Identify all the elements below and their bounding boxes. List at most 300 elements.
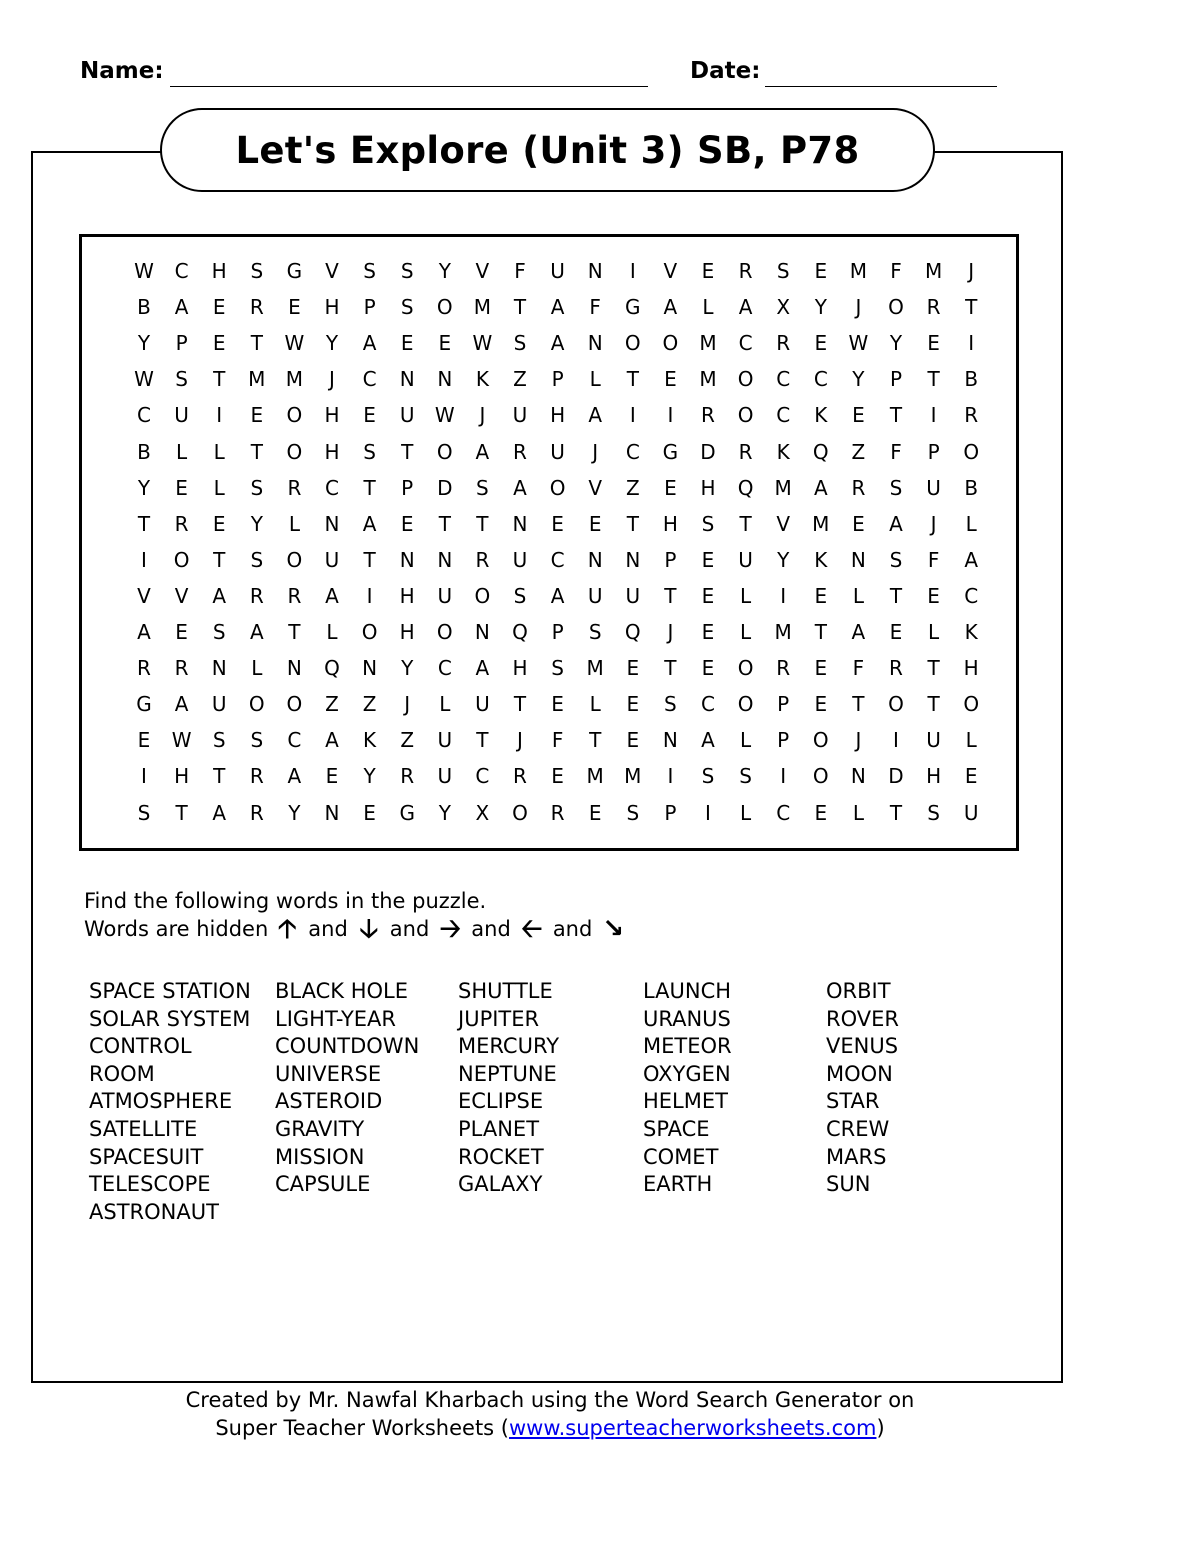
grid-letter[interactable]: S — [250, 259, 264, 283]
grid-letter[interactable]: S — [513, 331, 527, 356]
grid-letter[interactable]: A — [588, 403, 603, 428]
grid-letter[interactable]: E — [814, 259, 828, 283]
grid-letter[interactable]: U — [550, 259, 565, 283]
name-line[interactable] — [170, 86, 648, 87]
grid-letter[interactable]: O — [737, 403, 754, 428]
grid-letter[interactable]: T — [814, 620, 827, 644]
grid-letter[interactable]: I — [141, 547, 147, 572]
grid-letter[interactable]: R — [776, 656, 791, 681]
grid-letter[interactable]: S — [588, 620, 602, 644]
grid-letter[interactable]: A — [550, 331, 565, 356]
grid-letter[interactable]: H — [211, 259, 227, 283]
grid-letter[interactable]: U — [475, 692, 490, 717]
grid-letter[interactable]: T — [965, 295, 978, 320]
grid-letter[interactable]: C — [738, 331, 753, 356]
grid-letter[interactable]: X — [475, 800, 490, 825]
grid-letter[interactable]: T — [927, 367, 940, 392]
grid-letter[interactable]: Z — [513, 367, 527, 392]
grid-letter[interactable]: I — [216, 403, 223, 428]
grid-letter[interactable]: G — [625, 295, 641, 320]
grid-letter[interactable]: Y — [137, 331, 151, 356]
grid-letter[interactable]: O — [436, 295, 453, 320]
grid-letter[interactable]: L — [740, 728, 752, 753]
grid-letter[interactable]: Y — [288, 800, 301, 825]
grid-letter[interactable]: L — [928, 620, 940, 644]
grid-letter[interactable]: U — [926, 728, 941, 753]
grid-letter[interactable]: E — [250, 403, 264, 428]
grid-letter[interactable]: R — [851, 475, 866, 500]
grid-letter[interactable]: L — [288, 511, 300, 536]
grid-letter[interactable]: O — [286, 547, 303, 572]
grid-letter[interactable]: E — [175, 620, 188, 644]
grid-letter[interactable]: T — [626, 367, 639, 392]
grid-letter[interactable]: C — [174, 259, 189, 283]
grid-letter[interactable]: L — [589, 692, 601, 717]
grid-letter[interactable]: S — [626, 800, 640, 825]
grid-letter[interactable]: A — [851, 620, 866, 644]
grid-letter[interactable]: Y — [250, 511, 263, 536]
grid-letter[interactable]: V — [588, 475, 603, 500]
grid-letter[interactable]: T — [363, 475, 376, 500]
grid-letter[interactable]: J — [404, 692, 411, 717]
grid-letter[interactable]: A — [964, 547, 979, 572]
grid-letter[interactable]: Y — [814, 295, 827, 320]
grid-letter[interactable]: S — [739, 764, 752, 789]
grid-letter[interactable]: B — [964, 367, 979, 392]
grid-letter[interactable]: M — [699, 367, 717, 392]
grid-letter[interactable]: Y — [363, 764, 376, 789]
grid-letter[interactable]: N — [850, 547, 866, 572]
grid-letter[interactable]: H — [174, 764, 190, 789]
grid-letter[interactable]: V — [137, 583, 151, 608]
grid-letter[interactable]: O — [624, 331, 641, 356]
grid-letter[interactable]: P — [664, 800, 677, 825]
grid-letter[interactable]: H — [324, 295, 340, 320]
grid-letter[interactable]: E — [852, 511, 865, 536]
grid-letter[interactable]: T — [213, 367, 226, 392]
grid-letter[interactable]: S — [889, 547, 903, 572]
grid-letter[interactable]: C — [550, 547, 565, 572]
grid-letter[interactable]: T — [401, 439, 414, 464]
grid-letter[interactable]: E — [626, 728, 640, 753]
grid-letter[interactable]: H — [512, 656, 528, 681]
grid-letter[interactable]: K — [814, 547, 828, 572]
grid-letter[interactable]: E — [363, 403, 376, 428]
grid-letter[interactable]: I — [667, 764, 674, 789]
grid-letter[interactable]: S — [400, 295, 414, 320]
grid-letter[interactable]: T — [739, 511, 752, 536]
grid-letter[interactable]: N — [324, 800, 340, 825]
grid-letter[interactable]: M — [812, 511, 830, 536]
grid-letter[interactable]: Z — [625, 475, 640, 500]
grid-letter[interactable]: E — [814, 800, 828, 825]
grid-letter[interactable]: O — [286, 403, 303, 428]
grid-letter[interactable]: U — [512, 403, 528, 428]
grid-letter[interactable]: O — [248, 692, 265, 717]
grid-letter[interactable]: N — [512, 511, 528, 536]
grid-letter[interactable]: P — [551, 620, 564, 644]
grid-letter[interactable]: O — [812, 728, 829, 753]
grid-letter[interactable]: L — [176, 439, 188, 464]
grid-letter[interactable]: A — [137, 620, 151, 644]
grid-letter[interactable]: S — [513, 583, 527, 608]
grid-letter[interactable]: M — [849, 259, 868, 283]
grid-letter[interactable]: R — [550, 800, 565, 825]
grid-letter[interactable]: I — [629, 259, 636, 283]
grid-letter[interactable]: N — [286, 656, 302, 681]
grid-letter[interactable]: R — [738, 259, 753, 283]
grid-letter[interactable]: E — [175, 475, 188, 500]
grid-letter[interactable]: E — [814, 656, 828, 681]
grid-letter[interactable]: T — [889, 800, 903, 825]
grid-letter[interactable]: K — [776, 439, 790, 464]
grid-letter[interactable]: A — [889, 511, 903, 536]
grid-letter[interactable]: B — [964, 475, 979, 500]
grid-letter[interactable]: V — [174, 583, 189, 608]
grid-letter[interactable]: E — [852, 403, 865, 428]
grid-letter[interactable]: T — [250, 439, 263, 464]
grid-letter[interactable]: P — [927, 439, 940, 464]
grid-letter[interactable]: A — [663, 295, 678, 320]
grid-letter[interactable]: T — [476, 728, 489, 753]
grid-letter[interactable]: T — [513, 692, 527, 717]
grid-letter[interactable]: R — [249, 583, 264, 608]
grid-letter[interactable]: L — [702, 295, 714, 320]
grid-letter[interactable]: A — [550, 295, 565, 320]
grid-letter[interactable]: U — [437, 728, 453, 753]
grid-letter[interactable]: R — [964, 403, 979, 428]
grid-letter[interactable]: R — [776, 331, 791, 356]
grid-letter[interactable]: I — [893, 728, 899, 753]
grid-letter[interactable]: E — [701, 547, 715, 572]
grid-letter[interactable]: Q — [737, 475, 754, 500]
grid-letter[interactable]: S — [701, 764, 715, 789]
grid-letter[interactable]: E — [551, 511, 564, 536]
grid-letter[interactable]: L — [965, 511, 977, 536]
grid-letter[interactable]: D — [888, 764, 904, 789]
grid-letter[interactable]: O — [173, 547, 190, 572]
grid-letter[interactable]: L — [439, 692, 451, 717]
grid-letter[interactable]: E — [664, 367, 677, 392]
grid-letter[interactable]: F — [551, 728, 564, 753]
grid-letter[interactable]: C — [701, 692, 715, 717]
grid-letter[interactable]: T — [137, 511, 151, 536]
grid-letter[interactable]: A — [550, 583, 565, 608]
grid-letter[interactable]: L — [213, 439, 225, 464]
grid-letter[interactable]: E — [400, 511, 414, 536]
grid-letter[interactable]: M — [586, 656, 604, 681]
grid-letter[interactable]: Y — [777, 547, 790, 572]
grid-letter[interactable]: H — [926, 764, 942, 789]
grid-letter[interactable]: R — [249, 800, 264, 825]
grid-letter[interactable]: K — [814, 403, 828, 428]
grid-letter[interactable]: C — [137, 403, 151, 428]
grid-letter[interactable]: Y — [137, 475, 151, 500]
grid-letter[interactable]: W — [472, 331, 493, 356]
grid-letter[interactable]: T — [213, 547, 226, 572]
grid-letter[interactable]: L — [965, 728, 977, 753]
grid-letter[interactable]: A — [174, 692, 189, 717]
grid-letter[interactable]: S — [400, 259, 414, 283]
grid-letter[interactable]: P — [777, 728, 790, 753]
grid-letter[interactable]: K — [964, 620, 978, 644]
grid-letter[interactable]: U — [399, 403, 415, 428]
grid-letter[interactable]: E — [325, 764, 339, 789]
grid-letter[interactable]: B — [137, 439, 151, 464]
grid-letter[interactable]: W — [284, 331, 305, 356]
grid-letter[interactable]: M — [586, 764, 604, 789]
grid-letter[interactable]: S — [250, 728, 264, 753]
grid-letter[interactable]: J — [329, 367, 335, 392]
grid-letter[interactable]: A — [212, 800, 227, 825]
grid-letter[interactable]: P — [889, 367, 903, 392]
grid-letter[interactable]: N — [850, 764, 866, 789]
grid-letter[interactable]: T — [363, 547, 376, 572]
grid-letter[interactable]: E — [701, 259, 715, 283]
grid-letter[interactable]: U — [324, 547, 340, 572]
grid-letter[interactable]: E — [288, 295, 301, 320]
grid-letter[interactable]: K — [475, 367, 489, 392]
grid-letter[interactable]: S — [175, 367, 188, 392]
grid-letter[interactable]: U — [437, 583, 453, 608]
grid-letter[interactable]: M — [774, 475, 792, 500]
grid-letter[interactable]: S — [551, 656, 564, 681]
grid-letter[interactable]: A — [287, 764, 302, 789]
grid-letter[interactable]: S — [776, 259, 790, 283]
grid-letter[interactable]: U — [587, 583, 603, 608]
date-line[interactable] — [765, 86, 997, 87]
grid-letter[interactable]: P — [777, 692, 790, 717]
grid-letter[interactable]: U — [926, 475, 941, 500]
grid-letter[interactable]: T — [175, 800, 188, 825]
grid-letter[interactable]: T — [664, 656, 677, 681]
grid-letter[interactable]: O — [963, 692, 980, 717]
grid-letter[interactable]: I — [667, 403, 674, 428]
grid-letter[interactable]: E — [212, 331, 226, 356]
grid-letter[interactable]: Z — [362, 692, 377, 717]
grid-letter[interactable]: C — [813, 367, 828, 392]
grid-letter[interactable]: L — [740, 583, 752, 608]
grid-letter[interactable]: J — [930, 511, 937, 536]
grid-letter[interactable]: A — [701, 728, 715, 753]
grid-letter[interactable]: E — [964, 764, 978, 789]
grid-letter[interactable]: E — [927, 583, 940, 608]
grid-letter[interactable]: V — [475, 259, 490, 283]
grid-letter[interactable]: R — [249, 764, 264, 789]
grid-letter[interactable]: N — [625, 547, 641, 572]
grid-letter[interactable]: J — [592, 439, 599, 464]
grid-letter[interactable]: E — [400, 331, 414, 356]
grid-letter[interactable]: Y — [889, 331, 903, 356]
grid-letter[interactable]: O — [737, 367, 754, 392]
grid-letter[interactable]: C — [964, 583, 979, 608]
grid-letter[interactable]: U — [174, 403, 189, 428]
grid-letter[interactable]: M — [924, 259, 943, 283]
grid-letter[interactable]: N — [437, 367, 453, 392]
grid-letter[interactable]: W — [134, 367, 154, 392]
grid-letter[interactable]: J — [855, 295, 862, 320]
grid-letter[interactable]: S — [701, 511, 715, 536]
grid-letter[interactable]: I — [780, 764, 787, 789]
grid-letter[interactable]: E — [701, 620, 715, 644]
grid-letter[interactable]: W — [434, 403, 455, 428]
grid-letter[interactable]: J — [667, 620, 674, 644]
grid-letter[interactable]: A — [362, 331, 377, 356]
grid-letter[interactable]: S — [889, 475, 903, 500]
grid-letter[interactable]: U — [738, 547, 753, 572]
grid-letter[interactable]: A — [738, 295, 753, 320]
grid-letter[interactable]: O — [512, 800, 528, 825]
grid-letter[interactable]: E — [212, 511, 226, 536]
grid-letter[interactable]: E — [137, 728, 151, 753]
grid-letter[interactable]: E — [626, 692, 640, 717]
grid-letter[interactable]: N — [399, 547, 415, 572]
grid-letter[interactable]: O — [812, 764, 829, 789]
grid-letter[interactable]: P — [363, 295, 376, 320]
grid-letter[interactable]: R — [889, 656, 903, 681]
grid-letter[interactable]: E — [814, 692, 828, 717]
grid-letter[interactable]: R — [701, 403, 715, 428]
grid-letter[interactable]: S — [363, 439, 376, 464]
grid-letter[interactable]: T — [476, 511, 489, 536]
grid-letter[interactable]: N — [324, 511, 340, 536]
grid-letter[interactable]: T — [213, 764, 226, 789]
grid-letter[interactable]: N — [662, 728, 678, 753]
grid-letter[interactable]: C — [776, 800, 791, 825]
grid-letter[interactable]: T — [852, 692, 865, 717]
grid-letter[interactable]: N — [362, 656, 378, 681]
grid-letter[interactable]: U — [512, 547, 528, 572]
grid-letter[interactable]: O — [963, 439, 980, 464]
grid-letter[interactable]: H — [963, 656, 979, 681]
grid-letter[interactable]: E — [626, 656, 640, 681]
grid-letter[interactable]: O — [474, 583, 491, 608]
grid-letter[interactable]: I — [629, 403, 636, 428]
grid-letter[interactable]: J — [968, 259, 975, 283]
grid-letter[interactable]: R — [475, 547, 490, 572]
grid-letter[interactable]: T — [626, 511, 639, 536]
grid-letter[interactable]: O — [436, 620, 453, 644]
grid-letter[interactable]: T — [589, 728, 602, 753]
grid-letter[interactable]: T — [664, 583, 677, 608]
grid-letter[interactable]: U — [211, 692, 227, 717]
grid-letter[interactable]: M — [699, 331, 717, 356]
grid-letter[interactable]: F — [589, 295, 601, 320]
grid-letter[interactable]: V — [663, 259, 678, 283]
grid-letter[interactable]: N — [211, 656, 227, 681]
grid-letter[interactable]: H — [399, 620, 415, 644]
grid-letter[interactable]: W — [171, 728, 192, 753]
grid-letter[interactable]: H — [662, 511, 678, 536]
grid-letter[interactable]: T — [889, 403, 903, 428]
grid-letter[interactable]: I — [780, 583, 787, 608]
grid-letter[interactable]: Z — [851, 439, 866, 464]
grid-letter[interactable]: R — [174, 656, 189, 681]
grid-letter[interactable]: U — [550, 439, 565, 464]
grid-letter[interactable]: S — [664, 692, 677, 717]
grid-letter[interactable]: Z — [325, 692, 339, 717]
grid-letter[interactable]: M — [774, 620, 792, 644]
grid-letter[interactable]: N — [587, 547, 603, 572]
grid-letter[interactable]: A — [325, 728, 339, 753]
grid-letter[interactable]: I — [366, 583, 373, 608]
grid-letter[interactable]: S — [250, 475, 264, 500]
grid-letter[interactable]: Z — [400, 728, 415, 753]
grid-letter[interactable]: E — [438, 331, 452, 356]
grid-letter[interactable]: O — [662, 331, 679, 356]
grid-letter[interactable]: H — [399, 583, 415, 608]
grid-letter[interactable]: A — [325, 583, 339, 608]
grid-letter[interactable]: C — [287, 728, 302, 753]
grid-letter[interactable]: H — [324, 403, 340, 428]
grid-letter[interactable]: O — [286, 692, 303, 717]
grid-letter[interactable]: A — [475, 439, 490, 464]
grid-letter[interactable]: R — [174, 511, 189, 536]
grid-letter[interactable]: D — [700, 439, 716, 464]
grid-letter[interactable]: G — [662, 439, 679, 464]
grid-letter[interactable]: T — [513, 295, 527, 320]
grid-letter[interactable]: E — [588, 800, 602, 825]
grid-letter[interactable]: N — [587, 259, 603, 283]
grid-letter[interactable]: T — [250, 331, 263, 356]
grid-letter[interactable]: G — [286, 259, 303, 283]
grid-letter[interactable]: R — [287, 583, 302, 608]
grid-letter[interactable]: D — [437, 475, 453, 500]
grid-letter[interactable]: B — [137, 295, 151, 320]
grid-letter[interactable]: Q — [324, 656, 340, 681]
grid-letter[interactable]: A — [475, 656, 490, 681]
grid-letter[interactable]: E — [551, 692, 564, 717]
grid-letter[interactable]: S — [137, 800, 151, 825]
grid-letter[interactable]: E — [889, 620, 903, 644]
grid-letter[interactable]: P — [664, 547, 677, 572]
grid-letter[interactable]: N — [474, 620, 490, 644]
grid-letter[interactable]: F — [890, 259, 902, 283]
grid-letter[interactable]: L — [213, 475, 225, 500]
grid-letter[interactable]: R — [738, 439, 753, 464]
grid-letter[interactable]: Q — [812, 439, 829, 464]
grid-letter[interactable]: E — [664, 475, 677, 500]
grid-letter[interactable]: I — [968, 331, 975, 356]
credit-link[interactable]: www.superteacherworksheets.com — [509, 1416, 877, 1440]
grid-letter[interactable]: Y — [401, 656, 414, 681]
grid-letter[interactable]: P — [401, 475, 414, 500]
grid-letter[interactable]: U — [963, 800, 979, 825]
grid-letter[interactable]: I — [141, 764, 147, 789]
grid-letter[interactable]: H — [550, 403, 566, 428]
grid-letter[interactable]: T — [927, 692, 940, 717]
grid-letter[interactable]: A — [513, 475, 527, 500]
grid-letter[interactable]: E — [551, 764, 564, 789]
grid-letter[interactable]: A — [362, 511, 377, 536]
grid-letter[interactable]: F — [927, 547, 940, 572]
grid-letter[interactable]: R — [926, 295, 941, 320]
grid-letter[interactable]: Q — [624, 620, 641, 644]
grid-letter[interactable]: E — [814, 331, 828, 356]
grid-letter[interactable]: O — [436, 439, 453, 464]
grid-letter[interactable]: J — [479, 403, 486, 428]
grid-letter[interactable]: I — [705, 800, 711, 825]
grid-letter[interactable]: T — [438, 511, 451, 536]
grid-letter[interactable]: W — [134, 259, 154, 283]
grid-letter[interactable]: R — [513, 764, 527, 789]
grid-letter[interactable]: F — [890, 439, 902, 464]
grid-letter[interactable]: X — [776, 295, 791, 320]
grid-letter[interactable]: F — [852, 656, 865, 681]
grid-letter[interactable]: J — [517, 728, 523, 753]
grid-letter[interactable]: N — [587, 331, 603, 356]
grid-letter[interactable]: G — [399, 800, 415, 825]
